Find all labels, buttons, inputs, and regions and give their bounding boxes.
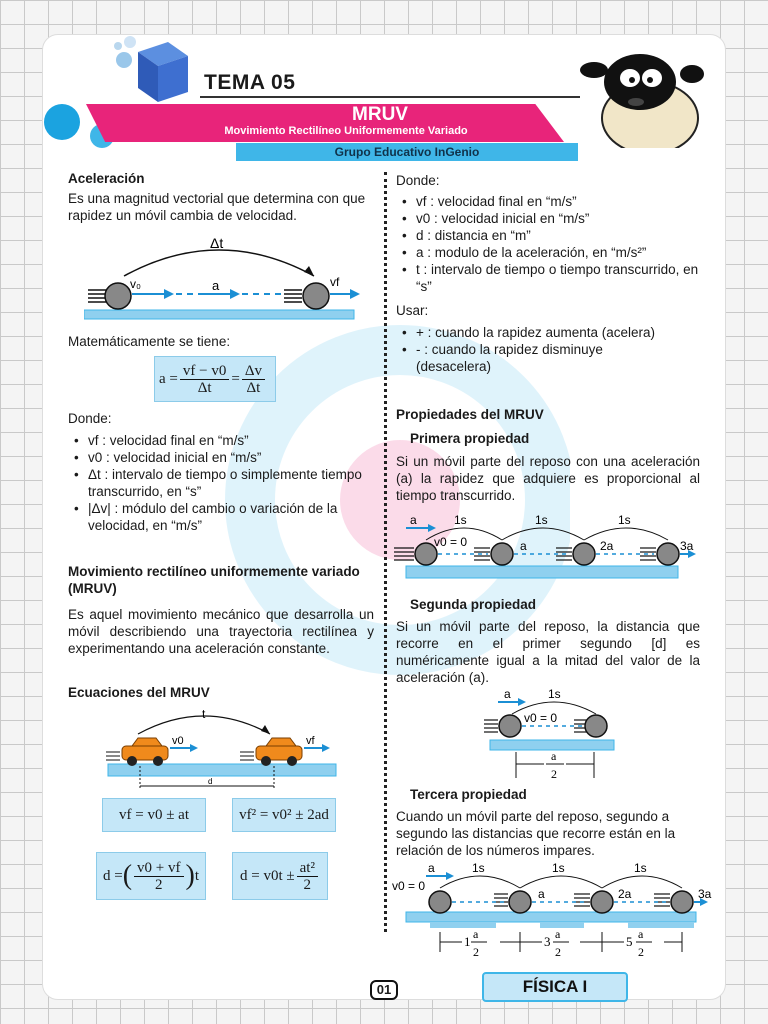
t-label: t [202,707,206,721]
p2-a-label: a [504,687,511,701]
p3-v0-label: v0 = 0 [392,879,426,893]
p3-a-label: a [428,861,435,875]
v0-car-label: v0 [172,735,184,747]
eq3-den: 2 [155,876,163,893]
primera-heading: Primera propiedad [410,431,530,446]
list-item: • vf : velocidad final en “m/s” [68,432,378,449]
p3-num2-label: a [555,927,561,941]
mruv-definition: Es aquel movimiento mecánico que desarrolla un móvil describiendo una trayectoria rectilínea y experimentando una aceleración constante. [68,607,374,656]
donde-label-left: Donde: [68,411,112,426]
p3-s2-label: 2a [618,887,632,901]
formula-a-lhs: a = [159,370,178,387]
page-subtitle: Movimiento Rectilíneo Uniformemente Variado [224,125,468,137]
eq4-lhs: d = v0t ± [240,867,295,884]
header-rule [200,96,580,98]
ball-final [303,283,329,309]
car-initial-icon [122,738,168,766]
eq4-num: at² [297,860,318,877]
usar-list [396,324,656,375]
dt-label: Δt [210,235,224,251]
p3-k1-label: 1 [464,934,471,949]
p3-den1-label: 2 [473,945,479,959]
list-item: • + : cuando la rapidez aumenta (acelera) [396,324,656,341]
p1-t1-label: 1s [454,513,467,527]
dt-arc [124,250,314,276]
p2-den-label: 2 [551,767,557,781]
formula-a-den2: Δt [246,379,261,396]
list-item: • Δt : intervalo de tiempo o simplemente tiempo transcurrido, en “s” [68,466,378,500]
page-title: MRUV [352,104,408,125]
list-item: • - : cuando la rapidez disminuye (desacelera) [396,341,656,375]
eq3-num: v0 + vf [134,860,183,877]
p3-num1-label: a [473,927,479,941]
p3-den2-label: 2 [555,945,561,959]
p3-s1-label: a [538,887,545,901]
eq3-tail: t [194,867,199,884]
formula-a-num1: vf − v0 [180,363,229,380]
aceleracion-text: Es una magnitud vectorial que determina con que rapidez un móvil cambia de velocidad. [68,191,366,223]
matematicamente-text: Matemáticamente se tiene: [68,334,231,349]
p1-s3-label: 3a [680,539,694,553]
aceleracion-heading: Aceleración [68,171,145,186]
list-item: • d : distancia en “m” [396,227,706,244]
list-item: • v0 : velocidad inicial en “m/s” [396,210,706,227]
p2-v0-label: v0 = 0 [524,711,558,725]
list-item: • vf : velocidad final en “m/s” [396,193,706,210]
sheep-mascot-icon [580,48,710,148]
mruv-heading: Movimiento rectilíneo uniformemente variado (MRUV) [68,564,360,596]
formula-a-num2: Δv [242,363,265,380]
p3-t3-label: 1s [634,861,647,875]
list-item: • t : intervalo de tiempo o tiempo transcurrido, en “s” [396,261,706,295]
car-diagram [104,704,340,790]
eq4-den: 2 [303,876,312,893]
propiedades-heading: Propiedades del MRUV [396,407,544,422]
p1-t2-label: 1s [535,513,548,527]
d-car-label: d [208,777,213,786]
equation-1: vf = v0 ± at [102,798,206,832]
donde-label-right: Donde: [396,173,440,188]
page-number: 01 [370,980,398,1000]
tema-label: TEMA 05 [204,71,296,94]
vf-label: vf [330,275,340,289]
p1-t3-label: 1s [618,513,631,527]
p2-t-label: 1s [548,687,561,701]
list-item: • v0 : velocidad inicial en “m/s” [68,449,378,466]
first-property-diagram [392,510,698,584]
acceleration-formula [154,356,276,402]
equation-4 [232,852,328,900]
v0-label: v₀ [130,277,141,291]
car-final-icon [256,738,302,766]
p3-den3-label: 2 [638,945,644,959]
a-label: a [212,278,220,293]
equation-3: d = ( $\frac{v0 + vf}{2}$ ) t [96,852,206,900]
p1-v0-label: v0 = 0 [434,535,468,549]
tercera-heading: Tercera propiedad [410,787,527,802]
group-name: Grupo Educativo InGenio [334,145,480,159]
formula-a-den1: Δt [197,379,212,396]
subject-label: FÍSICA I [482,972,628,1002]
eq3-lhs: d = [102,867,123,884]
p3-k3-label: 5 [626,934,633,949]
second-property-diagram [478,686,628,782]
equation-2: vf² = v0² ± 2ad [232,798,336,832]
p1-s1-label: a [520,539,527,553]
formula-a-eq: = [231,370,240,387]
tercera-text: Cuando un móvil parte del reposo, segundo a segundo las distancias que recorre están en la relación de los números impares. [396,809,676,858]
p3-num3-label: a [638,927,644,941]
p3-k2-label: 3 [544,934,551,949]
p3-t1-label: 1s [472,861,485,875]
segunda-heading: Segunda propiedad [410,597,537,612]
primera-text: Si un móvil parte del reposo con una aceleración (a) la rapidez que adquiere es proporcional al tiempo transcurrido. [396,454,700,503]
third-property-diagram [392,858,712,966]
list-item: • a : modulo de la aceleración, en “m/s²” [396,244,706,261]
donde-list-left [68,432,378,534]
vf-car-label: vf [306,735,315,747]
segunda-text: Si un móvil parte del reposo, la distancia que recorre en el primer segundo [d] es numéricamente igual a la mitad del valor de la aceleración (a). [396,619,700,685]
ecuaciones-heading: Ecuaciones del MRUV [68,685,210,700]
p2-num-label: a [551,749,557,763]
acceleration-diagram [84,232,364,324]
p1-a-label: a [410,513,417,527]
list-item: • |Δv| : módulo del cambio o variación de la velocidad, en “m/s” [68,500,378,534]
usar-label: Usar: [396,303,429,318]
ball-initial [105,283,131,309]
donde-list-right [396,193,706,295]
group-bar [236,143,578,161]
p1-s2-label: 2a [600,539,614,553]
p3-t2-label: 1s [552,861,565,875]
p3-s3-label: 3a [698,887,712,901]
column-divider [384,172,387,932]
